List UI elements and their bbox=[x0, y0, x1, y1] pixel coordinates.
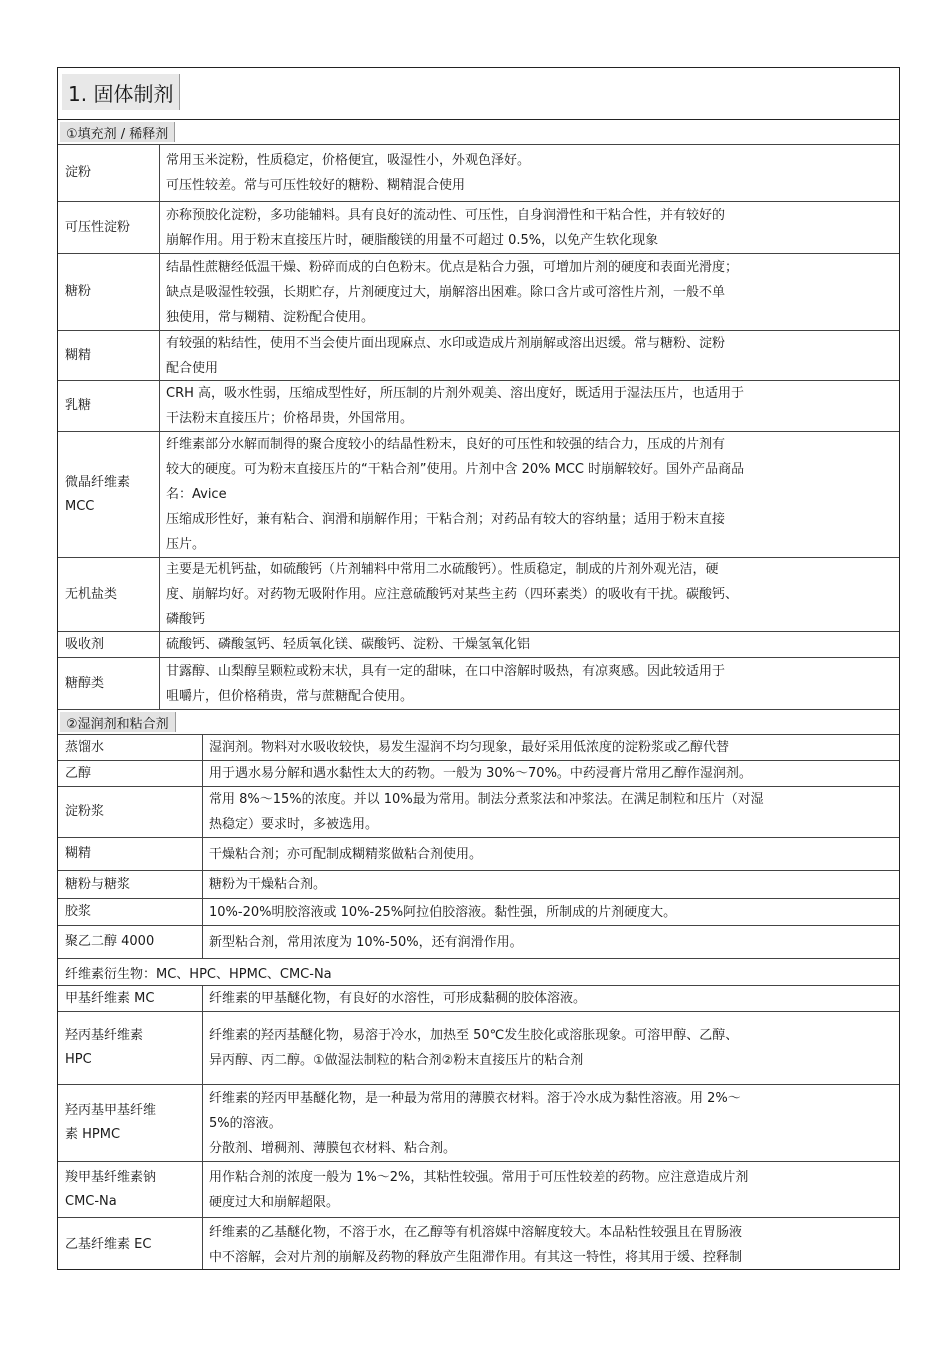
table-row bbox=[58, 120, 899, 145]
description-line: 中不溶解，会对片剂的崩解及药物的释放产生阻滞作用。有其这一特性，将其用于缓、控释制 bbox=[209, 1250, 743, 1265]
row-description bbox=[203, 1085, 899, 1161]
table-row bbox=[58, 381, 899, 432]
row-description bbox=[203, 1162, 899, 1217]
row-description bbox=[203, 986, 899, 1011]
description-line: 主要是无机钙盐，如硫酸钙（片剂辅料中常用二水硫酸钙）。性质稳定，制成的片剂外观光洁，硬 bbox=[166, 562, 719, 577]
description-line: 纤维素部分水解而制得的聚合度较小的结晶性粉末，良好的可压性和较强的结合力，压成的片剂有 bbox=[166, 437, 726, 452]
description-line: 压片。 bbox=[166, 537, 206, 552]
document-table bbox=[57, 67, 900, 1270]
row-description bbox=[203, 926, 899, 958]
row-label bbox=[58, 1162, 203, 1217]
table-row bbox=[58, 145, 899, 202]
table-row bbox=[58, 926, 899, 959]
row-label bbox=[58, 787, 203, 837]
table-row bbox=[58, 761, 899, 787]
description-line: 用于遇水易分解和遇水黏性太大的药物。一般为 30%～70%。中药浸膏片常用乙醇作湿润剂。 bbox=[209, 766, 752, 781]
table-row bbox=[58, 432, 899, 558]
row-description bbox=[203, 787, 899, 837]
row-description bbox=[203, 871, 899, 898]
section-heading: ①填充剂 / 稀释剂 bbox=[60, 122, 175, 142]
row-label bbox=[58, 986, 203, 1011]
row-description bbox=[160, 331, 899, 380]
description-line: 崩解作用。用于粉末直接压片时，硬脂酸镁的用量不可超过 0.5%，以免产生软化现象 bbox=[166, 232, 659, 248]
row-label-text: 乙基纤维素 EC bbox=[65, 1237, 152, 1252]
row-label bbox=[58, 1012, 203, 1084]
row-label-text: 羟丙基纤维素 HPC bbox=[65, 1028, 144, 1067]
table-row bbox=[58, 838, 899, 871]
row-label bbox=[58, 632, 160, 657]
table-row bbox=[58, 1218, 899, 1270]
row-label-text: 吸收剂 bbox=[65, 636, 105, 652]
description-line: 纤维素的乙基醚化物，不溶于水，在乙醇等有机溶媒中溶解度较大。本品粘性较强且在胃肠液 bbox=[209, 1225, 743, 1240]
row-description bbox=[203, 899, 899, 925]
row-label bbox=[58, 899, 203, 925]
row-label bbox=[58, 1085, 203, 1161]
row-label-text: 糖粉 bbox=[65, 284, 92, 299]
row-label bbox=[58, 871, 203, 898]
description-line: 名：Avice bbox=[166, 487, 227, 502]
description-line: 磷酸钙 bbox=[166, 612, 206, 627]
row-description bbox=[160, 254, 899, 330]
row-description bbox=[160, 202, 899, 253]
row-label bbox=[58, 381, 160, 431]
row-description bbox=[160, 381, 899, 431]
section-heading: ②湿润剂和粘合剂 bbox=[60, 712, 176, 732]
table-row bbox=[58, 68, 899, 120]
description-line: 湿润剂。物料对水吸收较快，易发生湿润不均匀现象，最好采用低浓度的淀粉浆或乙醇代替 bbox=[209, 740, 730, 755]
description-line: 亦称预胶化淀粉，多功能辅料。具有良好的流动性、可压性，自身润滑性和干粘合性，并有较好的 bbox=[166, 207, 726, 223]
table-row bbox=[58, 202, 899, 254]
row-label-text: 羧甲基纤维素钠 CMC-Na bbox=[65, 1169, 157, 1209]
table-row bbox=[58, 710, 899, 735]
row-label-text: 糊精 bbox=[65, 846, 92, 861]
row-label-text: 糖粉与糖浆 bbox=[65, 876, 131, 892]
description-line: 热稳定）要求时，多被选用。 bbox=[209, 817, 379, 832]
table-row bbox=[58, 658, 899, 710]
row-label bbox=[58, 926, 203, 958]
description-line: 硫酸钙、磷酸氢钙、轻质氧化镁、碳酸钙、淀粉、干燥氢氧化铝 bbox=[166, 637, 531, 652]
row-description bbox=[160, 558, 899, 631]
row-label-text: 蒸馏水 bbox=[65, 739, 105, 755]
description-line: 咀嚼片，但价格稍贵，常与蔗糖配合使用。 bbox=[166, 688, 414, 704]
description-line: 常用 8%～15%的浓度。并以 10%最为常用。制法分煮浆法和冲浆法。在满足制粒和压片（对湿 bbox=[209, 792, 764, 807]
description-line: 缺点是吸湿性较强，长期贮存，片剂硬度过大，崩解溶出困难。除口含片或可溶性片剂，一般不单 bbox=[166, 284, 726, 300]
row-label bbox=[58, 838, 203, 870]
row-label bbox=[58, 254, 160, 330]
description-line: 配合使用 bbox=[166, 360, 219, 376]
table-row bbox=[58, 871, 899, 899]
row-label bbox=[58, 202, 160, 253]
table-row bbox=[58, 558, 899, 632]
description-line: 可压性较差。常与可压性较好的糖粉、糊精混合使用 bbox=[166, 178, 466, 193]
table-row bbox=[58, 331, 899, 381]
row-label-text: 聚乙二醇 4000 bbox=[65, 934, 155, 949]
description-line: 甘露醇、山梨醇呈颗粒或粉末状，具有一定的甜味，在口中溶解时吸热，有凉爽感。因此较适用于 bbox=[166, 663, 726, 679]
row-label bbox=[58, 558, 160, 631]
page-title: 1. 固体制剂 bbox=[62, 74, 180, 110]
table-row bbox=[58, 787, 899, 838]
description-line: 有较强的粘结性，使用不当会使片面出现麻点、水印或造成片剂崩解或溶出迟缓。常与糖粉、淀粉 bbox=[166, 335, 726, 351]
description-line: 糖粉为干燥粘合剂。 bbox=[209, 877, 327, 892]
table-row bbox=[58, 1162, 899, 1218]
row-label-text: 可压性淀粉 bbox=[65, 219, 131, 235]
row-description bbox=[160, 658, 899, 709]
description-line: 压缩成形性好，兼有粘合、润滑和崩解作用；干粘合剂；对药品有较大的容纳量；适用于粉末直接 bbox=[166, 512, 726, 527]
row-label-text: 淀粉 bbox=[65, 165, 92, 180]
description-line: 独使用，常与糊精、淀粉配合使用。 bbox=[166, 309, 375, 325]
row-description bbox=[160, 632, 899, 657]
table-row bbox=[58, 986, 899, 1012]
description-line: 结晶性蔗糖经低温干燥、粉碎而成的白色粉末。优点是粘合力强，可增加片剂的硬度和表面光滑度； bbox=[166, 259, 739, 275]
row-label bbox=[58, 432, 160, 557]
table-row bbox=[58, 632, 899, 658]
row-label bbox=[58, 145, 160, 201]
description-line: 较大的硬度。可为粉末直接压片的“干粘合剂”使用。片剂中含 20% MCC 时崩解较好。国外产品商品 bbox=[166, 462, 745, 477]
table-row bbox=[58, 254, 899, 331]
row-label bbox=[58, 1218, 203, 1270]
description-line: 5%的溶液。 bbox=[209, 1115, 282, 1131]
description-line: CRH 高，吸水性弱，压缩成型性好，所压制的片剂外观美、溶出度好，既适用于湿法压片，也适用于 bbox=[166, 386, 745, 401]
description-line: 干法粉末直接压片；价格昂贵，外国常用。 bbox=[166, 411, 414, 426]
table-row bbox=[58, 735, 899, 761]
description-line: 用作粘合剂的浓度一般为 1%～2%，其粘性较强。常用于可压性较差的药物。应注意造成片剂 bbox=[209, 1169, 749, 1185]
description-line: 度、崩解均好。对药物无吸附作用。应注意硫酸钙对某些主药（四环素类）的吸收有干扰。碳酸钙、 bbox=[166, 587, 739, 602]
row-description bbox=[160, 432, 899, 557]
row-label-text: 淀粉浆 bbox=[65, 804, 105, 819]
cellulose-heading: 纤维素衍生物：MC、HPC、HPMC、CMC-Na bbox=[65, 966, 332, 982]
row-label-text: 糖醇类 bbox=[65, 675, 105, 691]
row-label-text: 羟丙基甲基纤维 素 HPMC bbox=[65, 1103, 157, 1142]
row-description bbox=[203, 1218, 899, 1270]
row-label-text: 微晶纤维素 MCC bbox=[65, 474, 131, 514]
row-description bbox=[203, 1012, 899, 1084]
table-row bbox=[58, 959, 899, 986]
row-label-text: 糊精 bbox=[65, 347, 92, 363]
description-line: 异丙醇、丙二醇。①做湿法制粒的粘合剂②粉末直接压片的粘合剂 bbox=[209, 1053, 584, 1068]
row-label-text: 甲基纤维素 MC bbox=[65, 990, 155, 1006]
row-label-text: 乙醇 bbox=[65, 765, 92, 781]
row-label-text: 胶浆 bbox=[65, 904, 92, 919]
row-label bbox=[58, 761, 203, 786]
row-label-text: 无机盐类 bbox=[65, 586, 118, 602]
description-line: 10%-20%明胶溶液或 10%-25%阿拉伯胶溶液。黏性强，所制成的片剂硬度大。 bbox=[209, 904, 677, 920]
description-line: 纤维素的羟丙甲基醚化物，是一种最为常用的薄膜衣材料。溶于冷水成为黏性溶液。用 2%～ bbox=[209, 1090, 741, 1106]
table-row bbox=[58, 1012, 899, 1085]
row-label bbox=[58, 658, 160, 709]
description-line: 纤维素的羟丙基醚化物，易溶于冷水，加热至 50℃发生胶化或溶胀现象。可溶甲醇、乙醇、 bbox=[209, 1028, 739, 1043]
description-line: 新型粘合剂，常用浓度为 10%-50%，还有润滑作用。 bbox=[209, 934, 523, 950]
description-line: 分散剂、增稠剂、薄膜包衣材料、粘合剂。 bbox=[209, 1140, 457, 1156]
table-row bbox=[58, 899, 899, 926]
description-line: 纤维素的甲基醚化物，有良好的水溶性，可形成黏稠的胶体溶液。 bbox=[209, 991, 587, 1006]
description-line: 干燥粘合剂；亦可配制成糊精浆做粘合剂使用。 bbox=[209, 846, 483, 862]
description-line: 硬度过大和崩解超限。 bbox=[209, 1194, 340, 1210]
row-description bbox=[203, 761, 899, 786]
row-description bbox=[203, 735, 899, 760]
row-label bbox=[58, 735, 203, 760]
row-label-text: 乳糖 bbox=[65, 398, 92, 413]
row-description bbox=[203, 838, 899, 870]
description-line: 常用玉米淀粉，性质稳定，价格便宜，吸湿性小，外观色泽好。 bbox=[166, 153, 531, 168]
table-row bbox=[58, 1085, 899, 1162]
row-label bbox=[58, 331, 160, 380]
row-description bbox=[160, 145, 899, 201]
